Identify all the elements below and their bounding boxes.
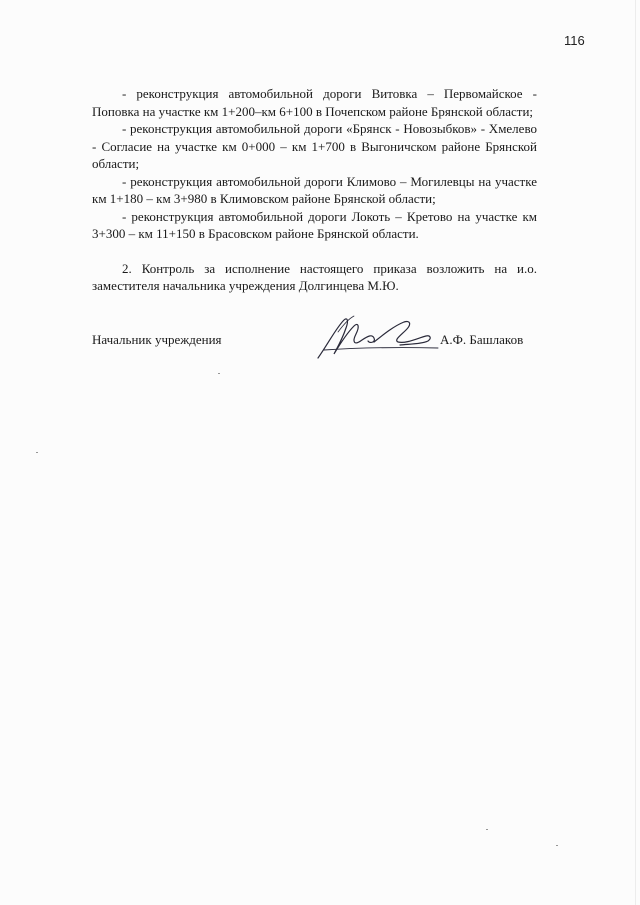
list-item-road-3: - реконструкция автомобильной дороги Климово – Могилевцы на участке км 1+180 – км 3+980 в Климовском районе Брянской области; (92, 173, 537, 206)
scan-speck (486, 829, 488, 830)
document-body (92, 85, 537, 295)
handwritten-signature (314, 314, 442, 362)
list-item-road-1: - реконструкция автомобильной дороги Витовка – Первомайское - Поповка на участке км 1+200–км 6+100 в Почепском районе Брянской области; (92, 86, 537, 119)
scan-speck (36, 452, 38, 453)
page-number: 116 (564, 33, 585, 48)
scan-speck (556, 845, 558, 846)
list-item-road-2: - реконструкция автомобильной дороги «Брянск - Новозыбков» - Хмелево - Согласие на участке км 0+000 – км 1+700 в Выгоничском районе Брянской области; (92, 121, 537, 171)
scan-edge (635, 0, 636, 905)
signature-block (92, 320, 537, 360)
control-clause: 2. Контроль за исполнение настоящего приказа возложить на и.о. заместителя начальника учреждения Долгинцева М.Ю. (92, 260, 537, 293)
scan-speck (218, 373, 220, 374)
signatory-name: А.Ф. Башлаков (440, 332, 524, 347)
signatory-position: Начальник учреждения (92, 332, 222, 347)
list-item-road-4: - реконструкция автомобильной дороги Локоть – Кретово на участке км 3+300 – км 11+150 в Брасовском районе Брянской области. (92, 208, 537, 241)
